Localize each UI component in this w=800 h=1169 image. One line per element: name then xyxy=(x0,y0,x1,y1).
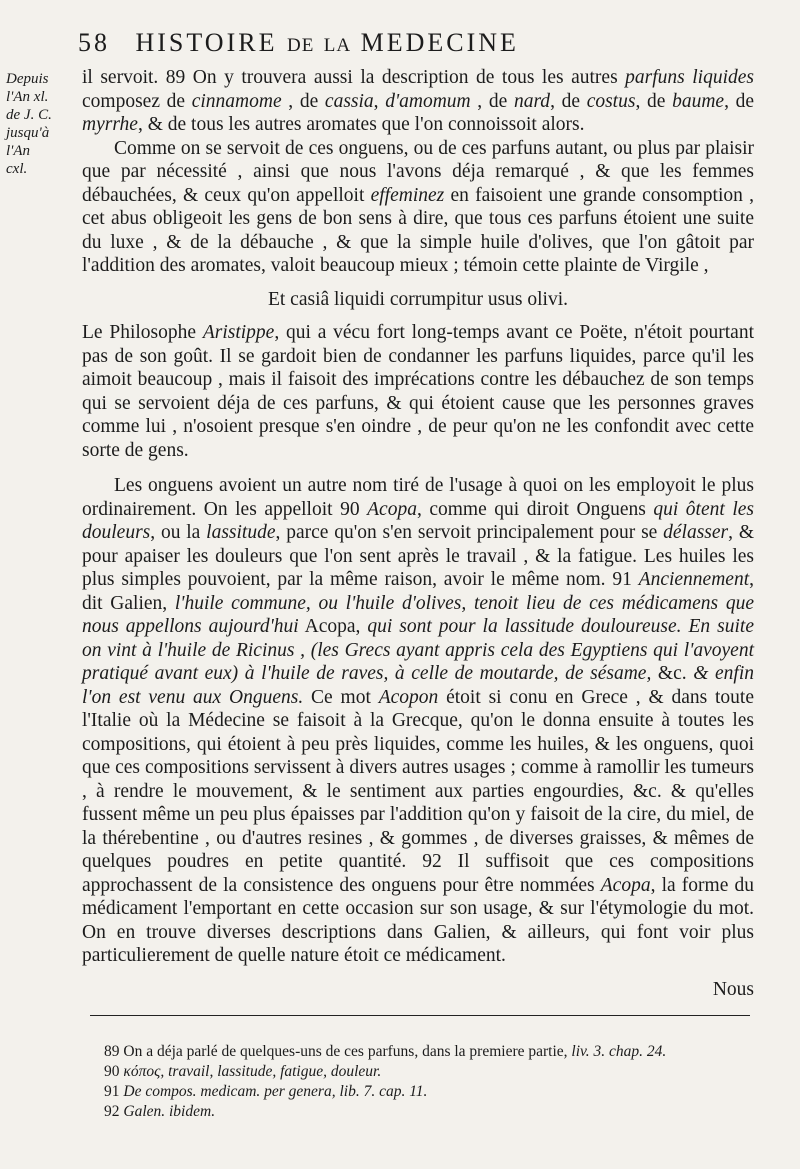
text: Les onguens avoient un autre nom tiré de l'usage à quoi on les employoit le plus ordinairement. On les appelloit 90 xyxy=(82,475,754,520)
italic-text: qui ôtent les douleurs xyxy=(82,498,754,543)
paragraph-4 xyxy=(82,474,754,968)
text: , & de tous les autres aromates que l'on connoissoit alors. xyxy=(137,114,585,135)
italic-text: travail, lassitude, fatigue, douleur. xyxy=(164,1063,382,1080)
italic-text: délasser xyxy=(663,522,729,543)
margin-note-line: l'An xl. xyxy=(6,89,49,105)
italic-text: baume xyxy=(672,90,725,112)
footnote-91 xyxy=(104,1082,756,1102)
header-word: MEDECINE xyxy=(360,28,519,57)
footnote-90 xyxy=(104,1062,756,1082)
margin-note xyxy=(6,70,76,178)
main-text xyxy=(82,66,754,1001)
text: 90 xyxy=(104,1063,124,1080)
page-number: 58 xyxy=(78,28,110,57)
running-header xyxy=(78,28,698,62)
text: étoit si conu en Grece , & dans toute l'Italie où la Médecine se faisoit à la Grecque, qu'on le donna ensuite à toutes les compositions, qui étoient à peu près liquides, comme les huiles, & les onguens, quoi que ces compositions servissent à divers autres usages ; comme à ramollir les tumeurs , à rendre le mouvement, & le sentiment aux parties engourdies, &c. & qu'elles fussent même un peu plus épaisses par l'addition qu'on y faisoit de la cire, du miel, de la thérebentine , ou d'autres resines , & gommes , de diverses graisses, & mêmes de quelques poudres en petite quantité. 92 Il suffisoit que ces compositions approchassent de la consistence des onguens pour être nommées xyxy=(82,686,755,896)
text: il servoit. 89 On y trouvera aussi la description de tous les autres xyxy=(82,67,626,88)
italic-text: costus xyxy=(586,90,636,112)
footnote-89 xyxy=(104,1042,756,1062)
italic-text: De compos. medicam. per genera, lib. 7. cap. 11. xyxy=(123,1083,428,1100)
italic-text: liv. 3. chap. 24. xyxy=(571,1043,667,1060)
text: 89 On a déja parlé de quelques-uns de ces parfuns, dans la premiere partie, xyxy=(104,1043,572,1060)
footnote-rule xyxy=(90,1015,750,1016)
text: 91 xyxy=(104,1083,124,1100)
text: , dit Galien, xyxy=(82,569,754,614)
italic-text: d'amomum xyxy=(385,90,471,112)
italic-text: nard xyxy=(513,90,551,112)
italic-text: Anciennement xyxy=(638,569,750,590)
text: , ou la xyxy=(150,522,207,543)
text: Acopa, xyxy=(298,616,368,637)
italic-text: Aristippe xyxy=(202,322,275,343)
italic-text: & enfin l'on est venu aux Onguens. xyxy=(82,663,754,708)
text: , de xyxy=(281,90,325,112)
text: , la forme du médicament l'emportant en cette occasion sur son usage, & sur l'étymologie du mot. On en trouve diverses descriptions dans Galien, & ailleurs, qui font voir plus particulierement de quelle nature étoit ce médicament. xyxy=(82,874,754,966)
header-word: DE xyxy=(286,35,315,56)
italic-text: l'huile commune, ou l'huile d'olives, tenoit lieu de ces médicamens que nous appellons aujourd'hui xyxy=(82,592,754,637)
text: Ce mot xyxy=(303,686,379,708)
header-word: LA xyxy=(323,35,352,56)
italic-text: lassitude xyxy=(206,522,276,543)
text: &c. xyxy=(651,663,694,684)
italic-text: Galen. ibidem. xyxy=(123,1103,216,1120)
footnote-92 xyxy=(104,1102,756,1122)
italic-text: qui sont pour la lassitude douloureuse. En suite on vint à l'huile de Ricinus , (les Grecs ayant appris cela des Egyptiens qui l'avoyent pratiqué avant eux) à l'huile de raves, à celle de moutarde, de sésame, xyxy=(82,616,754,684)
italic-text: Acopon xyxy=(378,686,439,708)
margin-note-line: l'An xyxy=(6,143,31,159)
italic-text: cinnamome xyxy=(191,90,282,112)
paragraph-1 xyxy=(82,66,754,137)
text: , & pour apaiser les douleurs que l'on sent après le travail , & la fatigue. Les huiles les plus simples pouvoient, par la même raison, avoir le même nom. 91 xyxy=(82,522,754,590)
italic-text: Acopa xyxy=(367,498,417,520)
margin-note-line: jusqu'à xyxy=(6,125,50,141)
italic-text: effeminez xyxy=(370,184,445,206)
text: , parce qu'on s'en servoit principalement pour se xyxy=(275,522,664,543)
text: composez de xyxy=(82,90,192,112)
italic-text: cassia xyxy=(324,90,374,112)
text: , de xyxy=(550,90,587,112)
text: , de xyxy=(635,90,673,112)
text: , comme qui diroit Onguens xyxy=(416,498,654,520)
text: , xyxy=(373,90,386,112)
greek-word: κόπος, xyxy=(123,1063,165,1080)
margin-note-line: de J. C. xyxy=(6,107,52,123)
text: en faisoient une grande consomption , cet abus obligeoit les gens de bon sens à dire, que tous ces parfuns étoient une suite du luxe , & de la débauche , & que la simple huile d'olives, que l'on gâtoit par l'addition des aromates, valoit beaucoup mieux ; témoin cette plainte de Virgile , xyxy=(82,184,754,276)
footnotes xyxy=(104,1042,756,1122)
header-word: HISTOIRE xyxy=(135,28,278,57)
paragraph-3 xyxy=(82,321,754,462)
text: Comme on se servoit de ces onguens, ou de ces parfuns autant, ou plus par plaisir que par nécessité , ainsi que nous l'avons déja remarqué , & que les femmes débauchées, & ceux qu'on appelloit xyxy=(82,137,754,206)
text: 92 xyxy=(104,1103,124,1120)
margin-note-line: cxl. xyxy=(6,161,28,177)
italic-text: parfuns liquides xyxy=(625,67,754,88)
paragraph-2 xyxy=(82,137,754,278)
text: , de xyxy=(470,90,514,112)
margin-note-line: Depuis xyxy=(6,71,49,87)
italic-text: myrrhe xyxy=(82,114,138,135)
catchword: Nous xyxy=(712,978,754,1000)
text: , qui a vécu fort long-temps avant ce Poëte, n'étoit pourtant pas de son goût. Il se gardoit bien de condanner les parfuns liquides, parce qu'il les aimoit beaucoup , mais il faisoit des imprécations contre les débauchez de son temps qui se servoient déja de ces parfuns, & qui étoient cause que les personnes graves comme lui , n'osoient presque s'en oindre , de peur qu'on ne les confondit avec cette sorte de gens. xyxy=(82,322,755,461)
text: , de xyxy=(724,90,755,112)
italic-text: Acopa xyxy=(600,874,651,896)
verse-quote: Et casiâ liquidi corrumpitur usus olivi. xyxy=(267,288,569,310)
text: Le Philosophe xyxy=(82,322,203,343)
